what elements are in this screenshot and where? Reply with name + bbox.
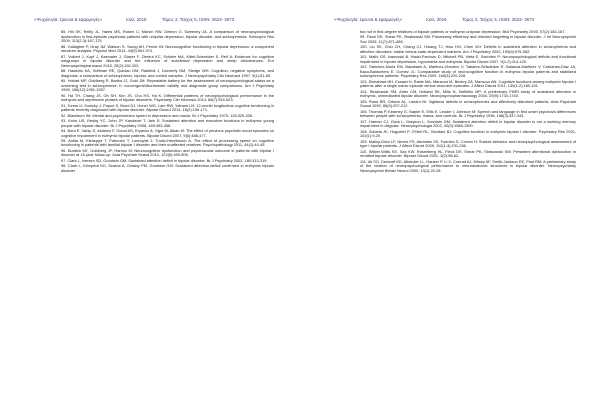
reference-entry: 109. Malloy-Diniz LF, Neves FS, Abrantes SS, Fuentes D, Correa H: Suicide behavior and neuropsychological assessment of type I bipolar patients. J Affect Disord 2009, 112(1-3):231-236. — [360, 138, 576, 149]
reference-list — [61, 30, 274, 174]
reference-entry: 85. Hill SK, Reilly JL, Harris MS, Rosen C, Marvin RW, Deleon O, Sweeney JA. A comparison of neuropsychological dysfunction in first-episode psychosis patients with unipolar depression, bipolar disorder, and schizophrenia. Schizophr Res 2009, 113(2-3):167-175. — [61, 29, 274, 44]
issue-date: Ιούλ, 2019 — [126, 17, 147, 22]
reference-entry: 101. Malhi GS, Ivanovski B, Hadzi-Pavlovic D, Mitchell PB, Vieta E, Sachdev P: Neuropsychological deficits and functional impairment in bipolar depression, hypomania and euthymia. Bipolar Disord 2007, 9(1-2):114-125. — [360, 54, 576, 64]
reference-entry: 91. Torres IJ, Kozicky J, Popuri S, Bond DJ, Honer WG, Lam RW, Yatham LN: 12-month longitudinal cognitive functioning in patients recently diagnosed with bipolar disorder. Bipolar Disord 2014, 16(2):159-171. — [61, 102, 274, 113]
reference-entry: 111. Ali SO, Denicoff KD, Altshuler LL, Hauser P, Li X, Conrad AJ, Mirsky AF, Smith-Jackson EE, Post RM: A preliminary study of the relation of neuropsychological performance to neuroanatomic structures in bipolar disorder. Neuropsychiatry Neuropsychol Behav Neurol 2000, 13(1):20-28. — [360, 158, 576, 173]
reference-entry: 110. Wilder-Willis KE, Sax KW, Rosenberg HL, Fleck DE, Shear PK, Strakowski SM: Persistent attentional dysfunction in remitted bipolar disorder. Bipolar Disord 2001, 3(2):58-62. — [360, 148, 576, 159]
reference-entry: 92. Blackburn IM: Mental and psychomotor speed in depression and mania. Br J Psychiatry 1975, 126:329-335. — [61, 112, 254, 118]
reference-entry: 103. Elshahawi HH, Essawi H, Rabie MA, Mansour M, Beshry ZA, Mansour AN: Cognitive functions among euthymic bipolar I patients after a single manic episode versus recurrent episodes. J Affect Disord 2011, 130(1-2):180-191. — [360, 78, 576, 89]
page-right — [300, 0, 600, 407]
volume-issn: Τόμος 2, Τεύχος 5, ISSN: 2623- 3673 — [462, 17, 535, 22]
reference-entry: 93. Kolur US, Reddy YC, John JP, Kandavel T, Jain S: Sustained attention and executive functions in euthymic young people with bipolar disorder. Br J Psychiatry 2006, 189:453-458. — [61, 117, 274, 128]
reference-entry: 105. Rund BR, Orbeck AL, Landro NI: Vigilance deficits in schizophrenics and affectively disturbed patients. Acta Psychiatr Scand 1992, 86(3):207-212. — [360, 98, 576, 109]
reference-entry: 87. Volkert J, Kopf J, Kazmaier J, Glaser F, Zierhut KC, Schiele MA, Kittel-Schneider S, Reif A: Evidence for cognitive subgroups in bipolar disorder and the influence of subclinical depression and sleep disturbances. Eur Neuropsychopharmacol 2015, 25(2):192-202. — [61, 53, 274, 68]
reference-entry: 100. Liu SK, Chiu CH, Chang CJ, Hwang TJ, Hwu HG, Chen WJ: Deficits in sustained attention in schizophrenia and affective disorders: stable versus state-dependent markers. Am J Psychiatry 2002, 159(6):975-982. — [360, 44, 576, 54]
reference-entry: 96. Burdick KE, Goldberg JF, Harrow M: Neurocognitive dysfunction and psychosocial outcome in patients with bipolar I disorder at 15-year follow-up. Acta Psychiatr Scand 2010, 122(6):499-506. — [61, 147, 274, 158]
reference-entry: 107. Harmer CJ, Clark L, Grayson L, Goodwin GM: Sustained attention deficit in bipolar disorder is not a working memory impairment in disguise. Neuropsychologia 2002, 40(9):1586-1590. — [360, 118, 576, 129]
reference-entry: 95. Antila M, Kieseppa T, Partonen T, Lonnqvist J, Tuulio-Henriksson A: The effect of processing speed on cognitive functioning in patients with familial bipolar I disorder and their unaffected relatives. Psychopathology 2011, 44(1):40-45. — [61, 137, 274, 148]
reference-entry: 102. Sanchez-Morla EM, Barabash A, Martinez-Vizcaino V, Tabares-Seisdedos R, Balanza-Martinez V, Cabranes-Diaz JA, Baca-Baldomero E, Gomez JL: Comparative study of neurocognitive function in euthymic bipolar patients and stabilized schizophrenic patients. Psychiatry Res 2009, 169(3):220-228. — [360, 64, 576, 79]
running-header — [334, 16, 596, 24]
reference-list — [360, 30, 576, 174]
reference-entry: 104. Strakowski SM, Adler CM, Holland SK, Mills N, DelBello MP: A preliminary FMRI study of sustained attention in euthymic, unmedicated bipolar disorder. Neuropsychopharmacology 2004, 29(9):1734-1740. — [360, 88, 576, 99]
reference-entry: 89. Hobart MP, Goldberg R, Bartko JJ, Gold JM: Repeatable battery for the assessment of neuropsychological status as a screening test in schizophrenia, II: convergent/discriminant validity and diagnostic group comparisons. Am J Psychiatry 1999, 156(12):1951-1957. — [61, 78, 274, 93]
reference-entry: 98. Clark L, Kempton MJ, Scarna A, Grasby PM, Goodwin GM: Sustained attention-deficit confirmed in euthymic bipolar disorder — [61, 163, 274, 173]
reference-entry: 106. Thomas P, Kearney G, Napier E, Ellis E, Leuder I, Johnson M: Speech and language in first onset psychosis differences between people with schizophrenia, mania, and controls. Br J Psychiatry 1996, 168(3):337-343. — [360, 108, 576, 119]
reference-entry: but not in first-degree relatives of bipolar patients or euthymic unipolar depression. Biol Psychiatry 2005, 57(2):183-187. — [360, 29, 566, 34]
running-header — [34, 16, 296, 24]
issue-date: Ιούλ, 2019 — [426, 17, 447, 22]
reference-entry: 97. Clark L, Iversen SD, Goodwin GM: Sustained attention deficit in bipolar disorder. Br J Psychiatry 2002, 180:313-319. — [61, 157, 268, 163]
reference-entry: 108. Zubieta JK, Huguelet P, O'Neil RL, Giordani BJ: Cognitive function in euthymic bipolar I disorder. Psychiatry Res 2001, 102(1):9-20. — [360, 128, 576, 139]
reference-entry: 88. Hawkins KA, Hoffman RE, Quinlan DM, Rakfeldt J, Docherty NM, Sledge WH: Cognition, negative symptoms, and diagnosis: a comparison of schizophrenic, bipolar, and control samples. J Neuropsychiatry Clin Neurosci 1997, 9(1):81-89. — [61, 68, 274, 78]
reference-entry: 99. Fleck DE, Shear PK, Strakowski SM: Processing efficiency and directed forgetting in bipolar disorder. J Int Neuropsychol Soc 2005, 11(7):871-880. — [360, 34, 576, 44]
journal-title: «Ψυχολογία: έρευνα & εφαρμογές» — [334, 17, 403, 22]
reference-entry: 86. Gallagher P, Gray JM, Watson S, Young AH, Ferrier IN: Neurocognitive functioning in bipolar depression: a component structure analysis. Psychol Med 2014, 44(5):961-974. — [61, 43, 274, 54]
reference-entry: 94. Bora E, Vahip S, Akdeniz F, Gonul AS, Eryavuz A, Ogut M, Alkan M: The effect of previous psychotic mood episodes on cognitive impairment in euthymic bipolar patients. Bipolar Disord 2007, 9(5):468-477. — [61, 127, 274, 138]
reference-entry: 90. Ha TH, Chang JS, Oh SH, Kim JS, Cho HS, Ha K: Differential patterns of neuropsychological performance in the euthymic and depressive phases of bipolar disorders. Psychiatry Clin Neurosci 2014, 68(7):515-523. — [61, 92, 274, 103]
journal-title: «Ψυχολογία: έρευνα & εφαρμογές» — [34, 17, 103, 22]
volume-issn: Τόμος 2, Τεύχος 5, ISSN: 2623- 3673 — [162, 17, 235, 22]
